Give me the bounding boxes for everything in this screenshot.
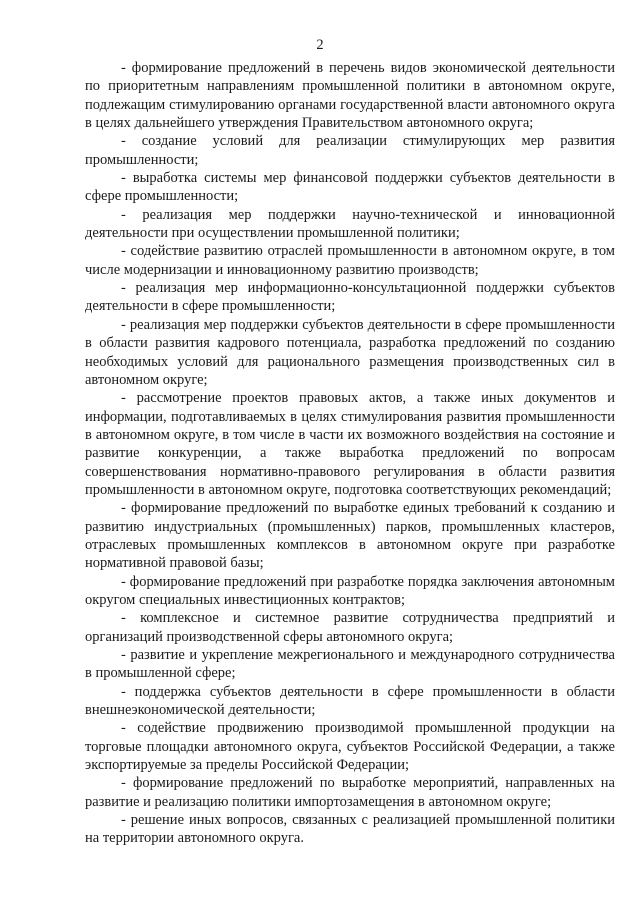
list-item: - формирование предложений по выработке единых требований к созданию и развитию индустриальных (промышленных) парков, промышленных кластеров, отраслевых промышленных комплексов в автономном округе при разработке нормативной правовой базы; <box>85 500 615 572</box>
list-item: - формирование предложений в перечень видов экономической деятельности по приоритетным направлениям промышленной политики в автономном округе, подлежащим стимулированию органами государственной власти автономного округа в целях дальнейшего утверждения Правительством автономного округа; <box>85 60 615 132</box>
document-body <box>85 59 615 848</box>
list-item: - содействие развитию отраслей промышленности в автономном округе, в том числе модернизации и инновационному развитию производств; <box>85 243 615 278</box>
list-item: - рассмотрение проектов правовых актов, а также иных документов и информации, подготавливаемых в целях стимулирования развития промышленности в автономном округе, в том числе в части их возможного воздействия на состояние и развитие конкуренции, а также выработка предложений по вопросам совершенствования нормативно-правового регулирования в области развития промышленности в автономном округе, подготовка соответствующих рекомендаций; <box>85 390 615 498</box>
list-item: - реализация мер поддержки субъектов деятельности в сфере промышленности в области развития кадрового потенциала, разработка предложений по созданию необходимых условий для рационального размещения производственных сил в автономном округе; <box>85 316 615 388</box>
list-item: - формирование предложений при разработке порядка заключения автономным округом специальных инвестиционных контрактов; <box>85 573 615 608</box>
list-item: - поддержка субъектов деятельности в сфере промышленности в области внешнеэкономической деятельности; <box>85 683 615 719</box>
list-item: - комплексное и системное развитие сотрудничества предприятий и организаций производственной сферы автономного округа; <box>85 610 615 645</box>
list-item: - создание условий для реализации стимулирующих мер развития промышленности; <box>85 133 615 168</box>
list-item: - формирование предложений по выработке мероприятий, направленных на развитие и реализацию политики импортозамещения в автономном округе; <box>85 775 615 810</box>
page-number: 2 <box>316 37 324 53</box>
list-item: - реализация мер информационно-консультационной поддержки субъектов деятельности в сфере промышленности; <box>85 280 615 315</box>
list-item: - выработка системы мер финансовой поддержки субъектов деятельности в сфере промышленности; <box>85 170 615 205</box>
list-item: - решение иных вопросов, связанных с реализацией промышленной политики на территории автономного округа. <box>85 812 615 847</box>
list-item: - развитие и укрепление межрегионального и международного сотрудничества в промышленной сфере; <box>85 647 615 682</box>
list-item: - содействие продвижению производимой промышленной продукции на торговые площадки автономного округа, субъектов Российской Федерации, а также экспортируемые за пределы Российской Федерации; <box>85 720 615 774</box>
list-item: - реализация мер поддержки научно-технической и инновационной деятельности при осуществлении промышленной политики; <box>85 206 615 242</box>
